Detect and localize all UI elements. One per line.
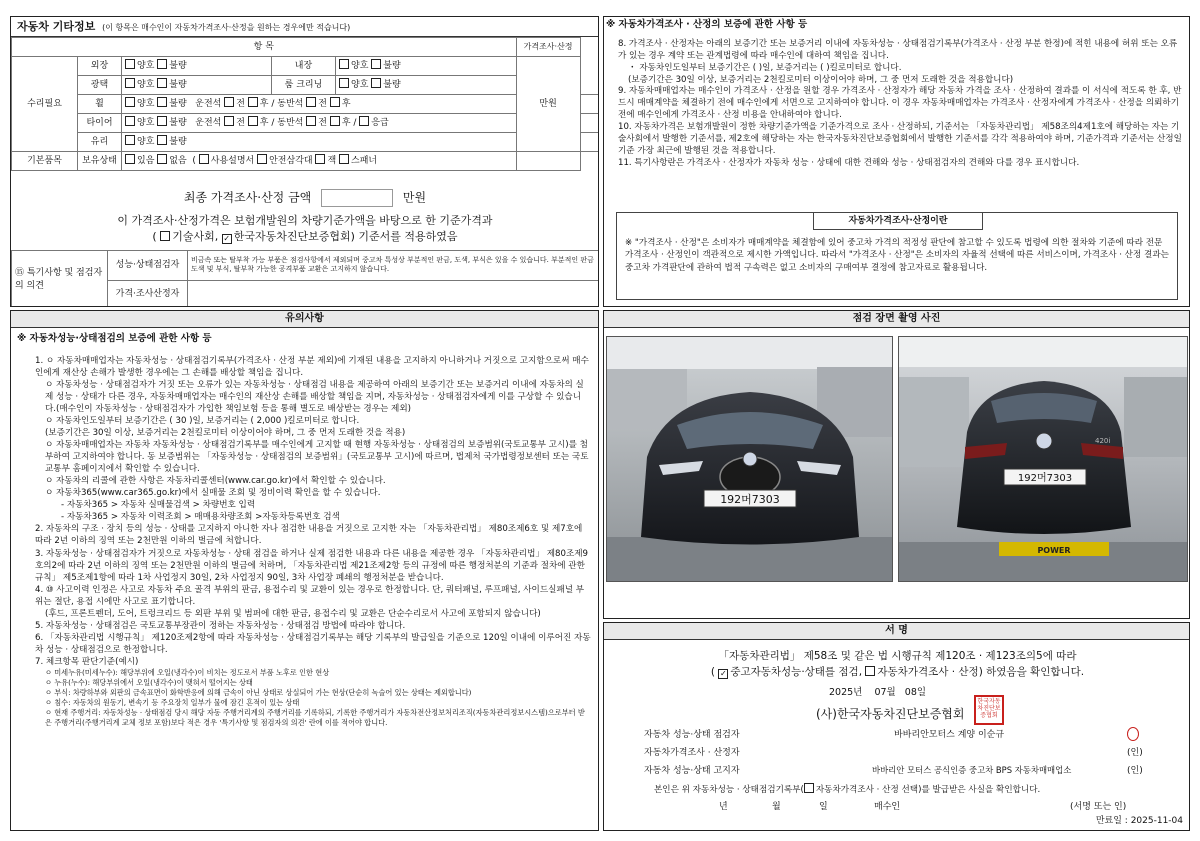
jack-checkbox[interactable] [315,154,325,164]
row-label-interior: 내장 [272,57,336,76]
front-car-illustration [607,337,893,582]
price-warranty-body: 8. 가격조사 · 산정자는 아래의 보증기간 또는 보증거리 이내에 자동차성능 · 상태점검기록부(가격조사 · 산정 부분 한정)에 적힌 내용에 허위 또는 오류가 있는 경우 계약 또는 관계법령에 따라 매수인에 대하여 책임을 집니다. ・ 자동차인도일부터 보증기간은 ( )일, 보증거리는 ( )킬로미터로 합니다. (보증기간은 30일 이상, 보증거리는 2천킬로미터 이상이어야 하며, 그 중 먼저 도래한 것을 적용합니다) 9. 자동차매매업자는 매수인이 가격조사 · 산정을 원할 경우 가격조사 · 산정자가 해당 자동차 가격을 조사 · 산정하여 결과를 이 서식에 적도록 한 후, 반드시 매매계약을 체결하기 전에 매수인에게 서면으로 고지하여야 합니다. 이 경우 자동차매매업자는 가격조사 · 산정자에게 가격조사 · 산정을 의뢰하기 전에 매수인에게 가격조사 · 산정 비용을 안내하여야 합니다. 10. 자동차가격은 보험개발원이 정한 차량기준가액을 기준가격으로 조사 · 산정하되, 기준서는 「자동차관리법」 제58조의4제1호에 해당하는 자는 기술사회에서 발행한 기준서를, 제2호에 해당하는 자는 한국자동차진단보증협회에서 발행한 기준서를 각각 적용하여야 하며, 기준가격과 기준서는 산정일 기준 가장 최근에 발행된 것을 적용합니다. 11. 특기사항란은 가격조사 · 산정자가 자동차 성능 · 상태에 대한 견해와 성능 · 상태점검자의 견해와 다를 경우 표시합니다. [618,39,1182,168]
section-subtitle: (이 항목은 매수인이 자동차가격조사·산정을 원하는 경우에만 적습니다) [102,23,351,32]
sign-performance-checkbox[interactable]: ✓ [719,669,727,678]
basis-kadia-checkbox[interactable]: ✓ [223,234,231,243]
tire-good-checkbox[interactable] [125,116,135,126]
notice-header: 유의사항 [11,311,598,328]
wheel-pass-front-checkbox[interactable] [306,97,316,107]
vehicle-extra-info-section [10,16,599,307]
tire-bad-checkbox[interactable] [157,116,167,126]
row-label-glass: 유리 [78,133,122,152]
wheel-driver-front-checkbox[interactable] [224,97,234,107]
row-label-gloss: 광택 [78,76,122,95]
notice-item: (후드, 프론트펜더, 도어, 트렁크리드 등 외판 부위 및 범퍼에 대한 판금, 용접수리 및 교환은 단순수리로서 사고에 포함되지 않습니다) [45,608,541,619]
notice-section [10,310,599,831]
notice-item: ㅇ 누유(누수): 해당부위에서 오일(냉각수)이 맺혀서 떨어지는 상태 [45,677,253,687]
exterior-good-checkbox[interactable] [125,59,135,69]
triangle-checkbox[interactable] [257,154,267,164]
tire-pass-rear-checkbox[interactable] [330,116,340,126]
sign-date [829,687,926,700]
price-manwon-cell: 만원 [516,57,580,152]
notice-item: (보증기간은 30일 이상, 보증거리는 2천킬로미터 이상이어야 하며, 그 중 먼저 도래한 것을 적용) [45,428,406,439]
glass-bad-checkbox[interactable] [157,135,167,145]
notice-item: 5. 자동차성능 · 상태점검은 국토교통부장관이 정하는 자동차성능 · 상태점검 방법에 따라야 합니다. [35,620,406,631]
row-label-exterior: 외장 [78,57,122,76]
price-definition-box [616,212,1178,300]
notice-item: 4. ⑩ 사고이력 인정은 사고로 자동차 주요 골격 부위의 판금, 용접수리 및 교환이 있는 경우로 한정합니다. 단, 쿼터패널, 루프패널, 사이드실패널 부위는 절단, 용접 시에만 사고로 표기합니다. [35,584,585,607]
notice-item: 7. 체크항목 판단기준(예시) [35,656,139,667]
special-notes-table [11,250,599,307]
row-label-room-clean: 룸 크리닝 [272,76,336,95]
performance-inspector-label: 자동차 성능·상태 점검자 [644,730,740,740]
repair-label: 수리필요 [12,57,78,152]
notice-item: - 자동차365 > 자동차 실매물검색 > 차량번호 입력 [61,500,256,511]
price-definition-text: ※ "가격조사 · 산정"은 소비자가 매매계약을 체결함에 있어 중고차 가격의 적정성 판단에 참고할 수 있도록 법령에 의한 절차와 기준에 따라 전문 가격조사 · 산정인이 객관적으로 제시한 가액입니다. 따라서 "가격조사 · 산정"은 소비자의 자율적 선택에 따른 서비스이며, 가격조사 · 산정 결과는 중고차 가격판단에 관하여 법적 구속력은 없고 소비자의 구매여부 결정에 참고자료로 활용됩니다. [625,238,1169,273]
room-bad-checkbox[interactable] [371,78,381,88]
notifier-label: 자동차 성능·상태 고지자 [644,766,740,776]
receipt-price-checkbox[interactable] [804,783,814,793]
rear-car-illustration [899,337,1188,582]
signature-statement: 「자동차관리법」 제58조 및 같은 법 시행규칙 제120조 · 제123조의5에 따라 ( ✓ 중고자동차성능·상태를 점검, 자동차가격조사 · 산정) 하였음을 확인합니다. [710,650,1085,678]
signature-header: 서 명 [604,623,1189,640]
lift-brand-text: POWER [1037,546,1071,555]
possession-have-checkbox[interactable] [125,154,135,164]
row-label-wheel: 휠 [78,95,122,114]
tire-driver-rear-checkbox[interactable] [248,116,258,126]
rear-plate-number: 192머7303 [1017,473,1073,484]
price-definition-title: 자동차가격조사·산정이란 [813,212,983,230]
buyer-sign-field[interactable]: (서명 또는 인) [1070,802,1127,812]
sign-price-checkbox[interactable] [865,666,875,676]
col-price-header: 가격조사·산정 [516,38,580,57]
front-inspection-photo [606,336,893,582]
buyer-date-month: 월 [772,802,781,812]
notice-item: ㅇ 자동차성능 · 상태점검자가 거짓 또는 오류가 있는 자동차성능 · 상태점검 내용을 제공하여 아래의 보증기간 또는 보증거리 이내에 자동차의 실제 성능 · 상태가 다른 경우, 자동차매매업자는 매수인의 재산상 손해를 배상할 책임을 지며, 자동차성능 · 상태점검자에게 이를 구상할 수 있습니다.(매수인이 자동차성능 · 상태점검자가 가입한 책임보험 등을 통해 별도로 배상받는 경우는 제외) [45,380,584,415]
final-amount-label: 최종 가격조사·산정 금액 [183,190,312,205]
wheel-driver-rear-checkbox[interactable] [248,97,258,107]
sign-organization: (사)한국자동차진단보증협회 [816,707,965,721]
notice-title: ※ 자동차성능·상태점검의 보증에 관한 사항 등 [17,333,212,344]
gloss-bad-checkbox[interactable] [157,78,167,88]
wheel-good-checkbox[interactable] [125,97,135,107]
notice-item: ㅇ 자동차의 리콜에 관한 사항은 자동차리콜센터(www.car.go.kr)에서 확인할 수 있습니다. [45,476,386,487]
wheel-pass-rear-checkbox[interactable] [330,97,340,107]
notifier-seal: (인) [1127,766,1143,776]
final-amount-row [11,189,599,209]
notice-item: ㅇ 자동차매매업자는 자동차 자동차성능 · 상태점검기록부를 매수인에게 고지할 때 현행 자동차성능 · 상태점검의 보증범위(국토교통부 고시)를 첨부하여 고지하여야 합니다. 동 보증범위는 「자동차성능 · 상태점검의 보증범위」(국토교통부 고시)에 따르며, 법제처 국가법령정보센터 또는 국토교통부 홈페이지에서 확인할 수 있습니다. [45,440,589,475]
room-good-checkbox[interactable] [339,78,349,88]
price-warranty-section [603,16,1190,307]
photo-section [603,310,1190,619]
price-inspector-seal: (인) [1127,748,1143,758]
org-seal-stamp: 한국자동차진단보증협회 [974,695,1004,725]
row-label-tire: 타이어 [78,114,122,133]
price-inspector-sign-label: 자동차가격조사 · 산정자 [644,748,740,758]
price-inspector-label: 가격·조사산정자 [108,280,188,307]
photo-header: 점검 장면 촬영 사진 [604,311,1189,328]
col-item-header: 항 목 [12,38,517,57]
rear-inspection-photo [898,336,1188,582]
front-plate-number: 192머7303 [720,493,780,506]
inspector-opinion: 비금속 또는 탈부착 가능 부품은 점검사항에서 제외되며 중고차 특성상 부분적인 판금, 도색, 부식은 있을 수 있습니다. 부분적인 판금 도색 및 부식, 탈부착 가능한 공격부품 교환은 고지하지 않습니다. [188,251,599,281]
special-notes-label: ⑮ 특기사항 및 점검자의 의견 [12,251,108,308]
final-amount-field[interactable] [321,189,393,207]
expiry-date: 만료일 : 2025-11-04 [1095,815,1183,826]
possession-none-checkbox[interactable] [157,154,167,164]
receipt-confirmation: 본인은 위 자동차성능 · 상태점검기록부( 자동차가격조사 · 산정 선택)를 발급받은 사실을 확인합니다. [654,785,1041,795]
basic-items-label: 기본품목 [12,152,78,171]
buyer-label: 매수인 [874,802,901,812]
interior-bad-checkbox[interactable] [371,59,381,69]
notice-body [35,355,591,728]
sign-year: 2025년 [829,687,863,698]
price-warranty-title: ※ 자동차가격조사 · 산정의 보증에 관한 사항 등 [606,19,808,30]
tire-emergency-checkbox[interactable] [359,116,369,126]
buyer-date-year: 년 [719,802,728,812]
notice-item: 3. 자동차성능 · 상태점검자가 거짓으로 자동차성능 · 상태 점검을 하거나 실제 점검한 내용과 다른 내용을 제공한 경우 「자동차관리법」 제80조제9호의2에 따라 2년 이하의 징역 또는 2천만원 이하의 벌금에 처하며, 「자동차관리법 제21조제2항 등의 규정에 따른 행정처분의 기준과 절차에 관한 규칙」 제5조제1항에 따라 1차 사업정지 30일, 2차 사업정지 90일, 3차 사업장 폐쇄의 행정처분을 받습니다. [35,548,589,583]
notice-item: ㅇ 미세누유(미세누수): 해당부위에 오일(냉각수)이 비치는 정도로서 부품 노후로 인한 현상 [45,667,330,677]
section-title: 자동차 기타정보 [17,20,96,33]
inspector-seal-stamp [1127,727,1139,741]
notice-item: ㅇ 침수: 자동차의 원동기, 변속기 등 주요장치 일부가 물에 잠긴 흔적이 있는 상태 [45,698,300,708]
interior-good-checkbox[interactable] [339,59,349,69]
sign-month: 07월 [874,687,896,698]
wheel-bad-checkbox[interactable] [157,97,167,107]
inspector-label: 성능·상태점검자 [108,251,188,281]
notice-item: ㅇ 자동차365(www.car365.go.kr)에서 실매물 조회 및 정비이력 확인을 할 수 있습니다. [45,488,381,499]
sign-day: 08일 [904,687,927,698]
price-inspector-opinion [188,280,599,307]
spanner-checkbox[interactable] [339,154,349,164]
tire-pass-front-checkbox[interactable] [306,116,316,126]
row-label-possession: 보유상태 [78,152,122,171]
notice-item: 6. 「자동차관리법 시행규칙」 제120조제2항에 따라 자동차성능 · 상태점검기록부는 해당 기록부의 발급일을 기준으로 120일 이내에 이루어진 자동차 성능 · 상태점검으로 한정합니다. [35,632,591,655]
notice-item: ㅇ 현재 주행거리: 자동차성능 · 상태점검 당시 해당 자동 주행거리계의 주행거리를 기록하되, 기록한 주행거리가 자동차전산정보처리조직(자동차관리정보시스템)으로부터 받은 주행거리(주행거리계 교체 정보 포함)보다 적은 경우 '특기사항 및 점검자의 의견' 란에 이를 적어야 합니다. [45,708,585,728]
notice-item: 1. ㅇ 자동차매매업자는 자동차성능 · 상태점검기록부(가격조사 · 산정 부분 제외)에 기재된 내용을 고지하지 아니하거나 거짓으로 고지함으로써 매수인에게 재산상 손해가 발생한 경우에는 그 손해를 배상할 책임을 집니다. [35,356,589,379]
notifier-value: 바바리안 모터스 공식인증 중고차 BPS 자동차매매업소 [872,765,1072,775]
notice-item: ㅇ 자동차인도일부터 보증기간은 ( 30 )일, 보증거리는 ( 2,000 )킬로미터로 합니다. [45,416,360,427]
glass-good-checkbox[interactable] [125,135,135,145]
signature-section [603,622,1190,831]
gloss-good-checkbox[interactable] [125,78,135,88]
notice-item: 2. 자동차의 구조 · 장치 등의 성능 · 상태를 고지하지 아니한 자나 점검한 내용을 거짓으로 고지한 자는 「자동차관리법」 제80조제6호 및 제7호에 따라 2년 이하의 징역 또는 2천만원 이하의 벌금에 처합니다. [35,524,583,547]
notice-item: ㅇ 부식: 차량하부와 외판의 금속표면이 화학반응에 의해 금속이 아닌 상태로 상실되어 가는 현상(단순히 녹슬어 있는 상태는 제외합니다) [45,687,472,697]
buyer-date-day: 일 [819,802,828,812]
final-amount-unit: 만원 [402,190,427,205]
section-title-bar [11,17,598,37]
performance-inspector-value: 바바리안모터스 계양 이순규 [894,730,1005,740]
exterior-bad-checkbox[interactable] [157,59,167,69]
tire-driver-front-checkbox[interactable] [224,116,234,126]
basis-tech-checkbox[interactable] [160,231,170,241]
rear-model-badge: 420i [1095,437,1111,445]
signature-rows [604,727,1190,817]
manual-checkbox[interactable] [199,154,209,164]
extra-info-table: 항 목 가격조사·산정 수리필요 외장 양호 불량 내장 양호 불량 만원 광택 양호 불량 룸 크리닝 양호 불량 휠 양호 불량 운전석 전 후 / 동반석 전 후 타이어 양호 불량 운전석 전 후 / 동반석 전 후 / 응급 유리 양호 불량 기본품목 보유상태 있음 없음 ( 사용설명서 안전삼각대 잭 스패너 [11,37,599,171]
notice-item: - 자동차365 > 자동차 이력조회 > 매매용차량조회 >자동차등록번호 검색 [61,512,340,523]
basis-text: 이 가격조사·산정가격은 보험개발원의 차량기준가액을 바탕으로 한 기준가격과 ( 기술사회, ✓ 한국자동차진단보증협회) 기준서를 적용하였음 [117,214,493,243]
